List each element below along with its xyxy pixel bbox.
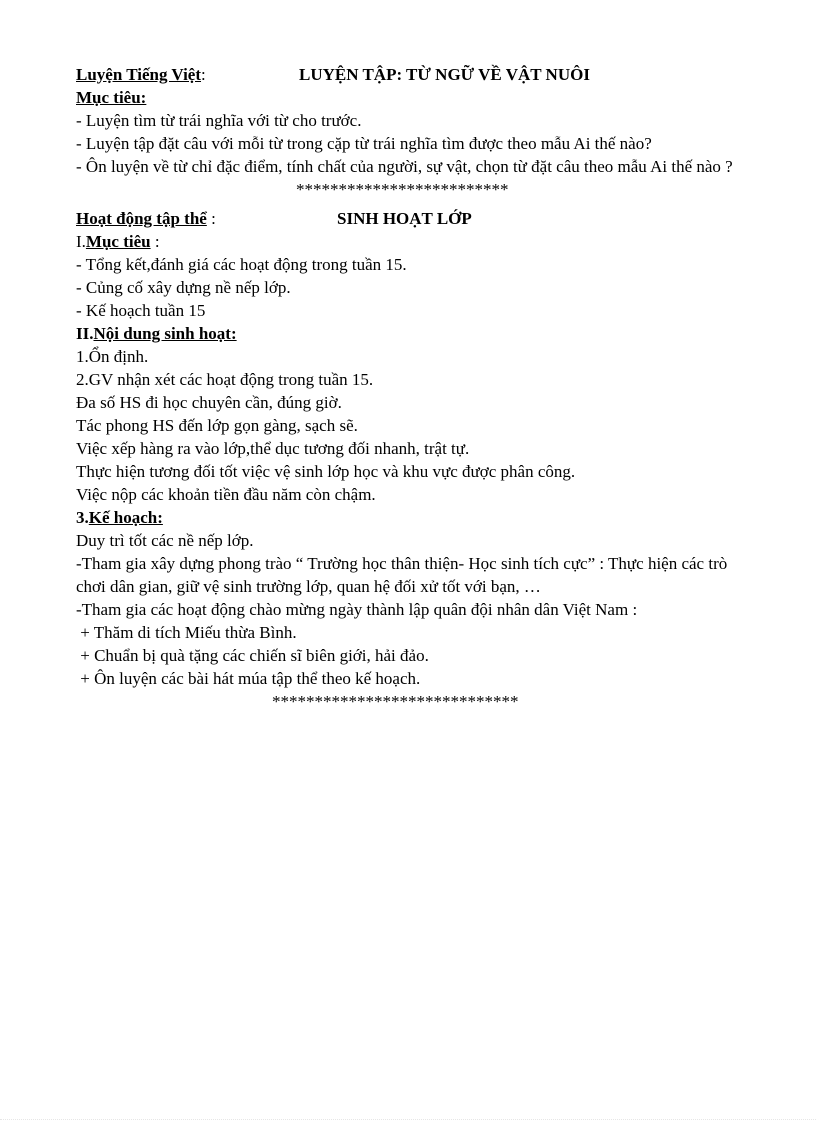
subject-colon: : xyxy=(201,65,206,84)
activity-subject-label: Hoạt động tập thể xyxy=(76,209,207,228)
content-item-5: Việc xếp hàng ra vào lớp,thể dục tương đối nhanh, trật tự. xyxy=(76,439,470,458)
plan-item-6: + Ôn luyện các bài hát múa tập thể theo kế hoạch. xyxy=(76,669,421,688)
separator-1: ************************* xyxy=(296,180,509,199)
subject-label: Luyện Tiếng Việt xyxy=(76,65,202,84)
activity-goal-item-2: - Củng cố xây dựng nề nếp lớp. xyxy=(76,278,291,297)
plan-heading: 3.Kế hoạch: xyxy=(76,508,163,527)
content-item-4: Tác phong HS đến lớp gọn gàng, sạch sẽ. xyxy=(76,416,358,435)
activity-goal-heading: I.Mục tiêu : xyxy=(76,232,160,251)
activity-goal-item-1: - Tổng kết,đánh giá các hoạt động trong tuần 15. xyxy=(76,255,407,274)
goal-heading: Mục tiêu: xyxy=(76,88,147,107)
activity-goal-item-3: - Kế hoạch tuần 15 xyxy=(76,301,206,320)
goal-item-2: - Luyện tập đặt câu với mỗi từ trong cặp từ trái nghĩa tìm được theo mẫu Ai thế nào? xyxy=(76,134,652,153)
page-bottom-border xyxy=(0,1119,816,1120)
plan-item-4: + Thăm di tích Miếu thừa Bình. xyxy=(76,623,297,642)
content-heading: II.Nội dung sinh hoạt: xyxy=(76,324,237,343)
separator-2: ***************************** xyxy=(272,692,519,711)
goal-item-1: - Luyện tìm từ trái nghĩa với từ cho trước. xyxy=(76,111,362,130)
lesson-header xyxy=(76,63,756,86)
content-item-7: Việc nộp các khoản tiền đầu năm còn chậm. xyxy=(76,485,376,504)
activity-subject-colon: : xyxy=(206,209,216,228)
plan-item-3: -Tham gia các hoạt động chào mừng ngày thành lập quân đội nhân dân Việt Nam : xyxy=(76,600,638,619)
document-content xyxy=(76,63,756,713)
content-item-1: 1.Ổn định. xyxy=(76,347,149,366)
lesson-title: LUYỆN TẬP: TỪ NGỮ VỀ VẬT NUÔI xyxy=(299,65,590,84)
plan-item-1: Duy trì tốt các nề nếp lớp. xyxy=(76,531,254,550)
content-item-3: Đa số HS đi học chuyên cần, đúng giờ. xyxy=(76,393,342,412)
activity-title: SINH HOẠT LỚP xyxy=(337,209,472,228)
plan-item-2: -Tham gia xây dựng phong trào “ Trường học thân thiện- Học sinh tích cực” : Thực hiện các trò chơi dân gian, giữ vệ sinh trường lớp, quan hệ đối xử tốt với bạn, … xyxy=(76,554,728,596)
goal-item-3: - Ôn luyện về từ chỉ đặc điểm, tính chất của người, sự vật, chọn từ đặt câu theo mẫu Ai thế nào ? xyxy=(76,157,733,176)
content-item-6: Thực hiện tương đối tốt việc vệ sinh lớp học và khu vực được phân công. xyxy=(76,462,576,481)
content-item-2: 2.GV nhận xét các hoạt động trong tuần 15. xyxy=(76,370,374,389)
plan-item-5: + Chuẩn bị quà tặng các chiến sĩ biên giới, hải đảo. xyxy=(76,646,429,665)
activity-header xyxy=(76,207,756,230)
